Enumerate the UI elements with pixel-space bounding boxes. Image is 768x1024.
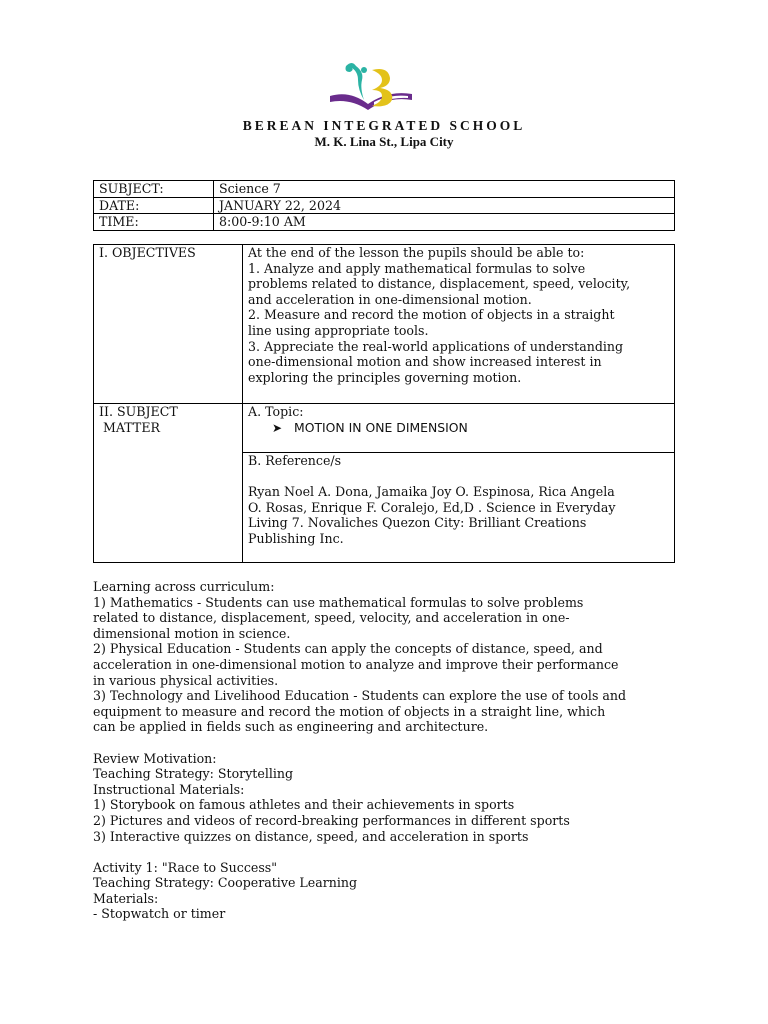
review-line: 3) Interactive quizzes on distance, speed, and acceleration in sports — [93, 828, 529, 844]
curriculum-line: equipment to measure and record the motion of objects in a straight line, which — [93, 703, 606, 719]
objectives-line: exploring the principles governing motion. — [248, 369, 522, 385]
curriculum-line: 1) Mathematics - Students can use mathematical formulas to solve problems — [93, 594, 584, 610]
subject-matter-heading-line: MATTER — [103, 419, 161, 435]
objectives-heading: I. OBJECTIVES — [94, 245, 243, 404]
table-row — [94, 245, 675, 404]
activity-line: Materials: — [93, 890, 159, 906]
school-name: BEREAN INTEGRATED SCHOOL — [242, 118, 526, 133]
reference-line: Ryan Noel A. Dona, Jamaika Joy O. Espinosa, Rica Angela — [248, 484, 615, 500]
review-line: Instructional Materials: — [93, 781, 245, 797]
objectives-content — [243, 245, 675, 404]
activity-line: Teaching Strategy: Cooperative Learning — [93, 875, 358, 891]
arrow-bullet-icon: ➤ — [272, 420, 283, 435]
review-line: 1) Storybook on famous athletes and their achievements in sports — [93, 797, 515, 813]
subject-value: Science 7 — [214, 181, 675, 198]
curriculum-line: can be applied in fields such as engineering and architecture. — [93, 719, 489, 735]
objectives-line: and acceleration in one-dimensional motion. — [248, 291, 532, 307]
objectives-line: problems related to distance, displacement, speed, velocity, — [248, 276, 631, 292]
reference-cell — [243, 453, 675, 563]
objectives-line: line using appropriate tools. — [248, 322, 429, 338]
activity-line: - Stopwatch or timer — [93, 906, 226, 922]
reference-line: Living 7. Novaliches Quezon City: Brilliant Creations — [248, 515, 587, 531]
objectives-line: 1. Analyze and apply mathematical formulas to solve — [248, 260, 586, 276]
curriculum-line: acceleration in one-dimensional motion to analyze and improve their performance — [93, 656, 619, 672]
topic-text: MOTION IN ONE DIMENSION — [294, 419, 468, 435]
date-label: DATE: — [94, 197, 214, 214]
subject-label: SUBJECT: — [94, 181, 214, 198]
reference-line: Publishing Inc. — [248, 530, 344, 546]
school-address: M. K. Lina St., Lipa City — [314, 134, 454, 149]
school-logo — [328, 60, 414, 116]
review-line: 2) Pictures and videos of record-breaking performances in different sports — [93, 812, 570, 828]
curriculum-line: 2) Physical Education - Students can apply the concepts of distance, speed, and — [93, 641, 603, 657]
table-row — [94, 404, 675, 453]
curriculum-line: related to distance, displacement, speed, velocity, and acceleration in one- — [93, 610, 570, 626]
activity-line: Activity 1: "Race to Success" — [93, 859, 278, 875]
subject-matter-heading-line: II. SUBJECT — [99, 404, 178, 419]
lesson-info-table — [93, 180, 675, 231]
curriculum-line: Learning across curriculum: — [93, 579, 275, 594]
review-line: Review Motivation: — [93, 750, 217, 766]
time-value: 8:00-9:10 AM — [214, 214, 675, 231]
subject-matter-heading — [94, 404, 243, 563]
curriculum-line: in various physical activities. — [93, 672, 279, 688]
objectives-line: 3. Appreciate the real-world applications of understanding — [248, 338, 624, 354]
curriculum-line: dimensional motion in science. — [93, 625, 291, 641]
table-row — [94, 181, 675, 198]
review-line: Teaching Strategy: Storytelling — [93, 766, 294, 782]
topic-item — [248, 420, 669, 437]
table-row — [94, 214, 675, 231]
topic-label: A. Topic: — [248, 404, 304, 419]
date-value: JANUARY 22, 2024 — [214, 197, 675, 214]
time-label: TIME: — [94, 214, 214, 231]
reference-label: B. Reference/s — [248, 453, 342, 468]
curriculum-section — [93, 579, 683, 922]
curriculum-line: 3) Technology and Livelihood Education - Students can explore the use of tools and — [93, 688, 627, 704]
topic-cell — [243, 404, 675, 453]
table-row — [94, 197, 675, 214]
objectives-line: 2. Measure and record the motion of objects in a straight — [248, 307, 615, 323]
lesson-plan-table — [93, 244, 675, 563]
objectives-line: one-dimensional motion and show increased interest in — [248, 354, 602, 370]
objectives-line: At the end of the lesson the pupils should be able to: — [248, 245, 585, 260]
reference-line: O. Rosas, Enrique F. Coralejo, Ed,D . Science in Everyday — [248, 499, 616, 515]
